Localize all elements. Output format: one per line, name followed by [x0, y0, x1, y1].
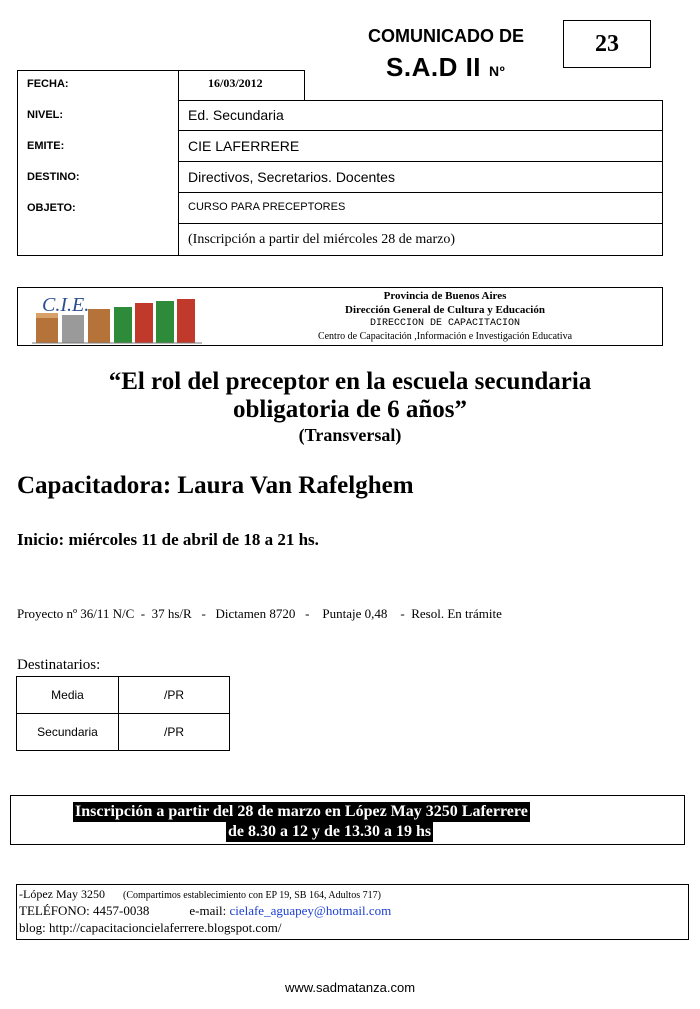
phone: TELÉFONO: 4457-0038 [19, 903, 150, 918]
objeto-value: CURSO PARA PRECEPTORES [188, 201, 346, 213]
email-label: e-mail: [189, 903, 227, 918]
banner-line-1: Provincia de Buenos Aires [383, 290, 507, 302]
email-link[interactable]: cielafe_aguapey@hotmail.com [229, 903, 392, 918]
fecha-value: 16/03/2012 [208, 76, 263, 90]
objeto-note: (Inscripción a partir del miércoles 28 de marzo) [188, 232, 456, 247]
destino-label: DESTINO: [27, 171, 80, 183]
destinatario-level: Secundaria [17, 714, 119, 751]
destino-value: Directivos, Secretarios. Docentes [188, 169, 395, 185]
address-note: (Compartimos establecimiento con EP 19, SB 164, Adultos 717) [122, 890, 381, 901]
emite-label: EMITE: [27, 140, 65, 152]
inscription-line-1: Inscripción a partir del 28 de marzo en López May 3250 Laferrere [75, 803, 528, 820]
banner-line-2: Dirección General de Cultura y Educación [345, 304, 545, 316]
destinatarios-label: Destinatarios: [17, 657, 101, 673]
inscription-line-2: de 8.30 a 12 y de 13.30 a 19 hs [228, 823, 432, 840]
nivel-label: NIVEL: [27, 109, 64, 121]
table-row [17, 714, 230, 751]
nivel-value: Ed. Secundaria [188, 107, 284, 123]
destinatario-code: /PR [119, 677, 230, 714]
course-start: Inicio: miércoles 11 de abril de 18 a 21 hs. [17, 530, 319, 549]
memo-subtitle [386, 52, 505, 83]
instructor: Capacitadora: Laura Van Rafelghem [17, 472, 414, 499]
memo-subtitle-text: S.A.D II [386, 52, 482, 82]
memo-title: COMUNICADO DE [368, 26, 524, 46]
contact-phone-line [19, 903, 391, 919]
memo-number-box [563, 20, 651, 68]
project-details: Proyecto nº 36/11 N/C - 37 hs/R - Dictamen 8720 - Puntaje 0,48 - Resol. En trámite [17, 606, 502, 621]
course-title-line-2: obligatoria de 6 años” [232, 396, 468, 423]
cie-logo-text: C.I.E. [42, 294, 90, 316]
fecha-label: FECHA: [27, 78, 69, 90]
footer-url[interactable]: www.sadmatanza.com [284, 980, 416, 995]
cie-logo [32, 293, 202, 345]
memo-number-label: Nº [489, 63, 506, 79]
banner-line-3: DIRECCION DE CAPACITACION [369, 318, 521, 329]
destinatario-level: Media [17, 677, 119, 714]
memo-number: 23 [595, 30, 619, 57]
blog-link[interactable]: blog: http://capacitacioncielaferrere.blogspot.com/ [19, 920, 282, 935]
course-title-line-1: “El rol del preceptor en la escuela secundaria [108, 368, 592, 395]
destinatarios-table [16, 676, 230, 751]
objeto-label: OBJETO: [27, 202, 76, 214]
address-text: -López May 3250 [19, 887, 105, 901]
destinatario-code: /PR [119, 714, 230, 751]
contact-address [19, 887, 381, 902]
course-subtitle: (Transversal) [298, 425, 402, 445]
emite-value: CIE LAFERRERE [188, 138, 300, 154]
table-row [17, 677, 230, 714]
banner-line-4: Centro de Capacitación ,Información e Investigación Educativa [317, 331, 573, 342]
